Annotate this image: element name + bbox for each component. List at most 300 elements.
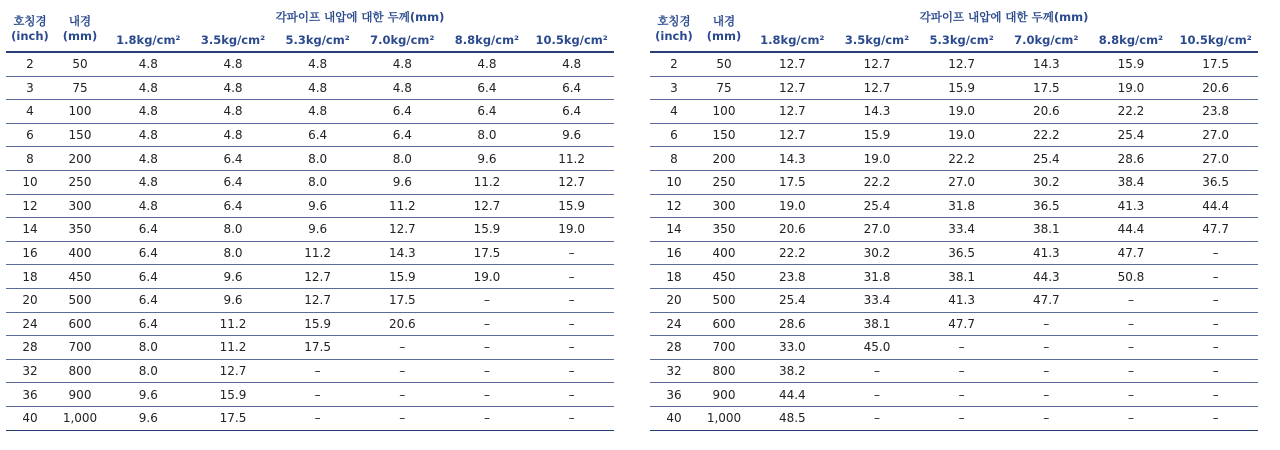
cell-thickness: 12.7	[750, 76, 835, 100]
cell-thickness: 17.5	[1004, 76, 1089, 100]
table-row	[6, 170, 614, 194]
cell-thickness: 4.8	[275, 100, 360, 124]
cell-thickness: 4.8	[191, 52, 276, 76]
cell-thickness: 23.8	[1173, 100, 1258, 124]
cell-thickness: 17.5	[750, 170, 835, 194]
cell-thickness: –	[360, 336, 445, 360]
cell-thickness: 4.8	[529, 52, 614, 76]
cell-nominal-size: 20	[650, 288, 698, 312]
cell-inner-diameter: 800	[54, 359, 106, 383]
cell-thickness: 8.0	[191, 218, 276, 242]
cell-thickness: 19.0	[750, 194, 835, 218]
cell-thickness: 36.5	[919, 241, 1004, 265]
cell-thickness: 44.4	[1089, 218, 1174, 242]
cell-thickness: –	[529, 312, 614, 336]
cell-thickness: 6.4	[529, 100, 614, 124]
cell-nominal-size: 16	[6, 241, 54, 265]
cell-thickness: –	[1173, 265, 1258, 289]
cell-inner-diameter: 100	[698, 100, 750, 124]
cell-inner-diameter: 700	[54, 336, 106, 360]
cell-inner-diameter: 500	[698, 288, 750, 312]
cell-nominal-size: 40	[650, 406, 698, 430]
cell-inner-diameter: 300	[698, 194, 750, 218]
cell-thickness: 15.9	[360, 265, 445, 289]
cell-thickness: 47.7	[1004, 288, 1089, 312]
cell-thickness: 38.2	[750, 359, 835, 383]
cell-thickness: 50.8	[1089, 265, 1174, 289]
cell-thickness: 12.7	[835, 76, 920, 100]
cell-thickness: –	[529, 288, 614, 312]
cell-nominal-size: 2	[650, 52, 698, 76]
cell-inner-diameter: 50	[698, 52, 750, 76]
cell-nominal-size: 28	[650, 336, 698, 360]
cell-thickness: 11.2	[360, 194, 445, 218]
cell-thickness: –	[1089, 288, 1174, 312]
cell-thickness: 12.7	[919, 52, 1004, 76]
cell-nominal-size: 32	[6, 359, 54, 383]
cell-thickness: –	[529, 406, 614, 430]
cell-thickness: 9.6	[529, 123, 614, 147]
cell-thickness: 25.4	[835, 194, 920, 218]
cell-thickness: 11.2	[191, 336, 276, 360]
cell-thickness: –	[445, 359, 530, 383]
cell-thickness: 15.9	[835, 123, 920, 147]
header-pressure: 10.5kg/cm²	[529, 29, 614, 52]
cell-inner-diameter: 700	[698, 336, 750, 360]
cell-thickness: –	[919, 406, 1004, 430]
cell-nominal-size: 24	[6, 312, 54, 336]
cell-thickness: –	[529, 265, 614, 289]
cell-thickness: 19.0	[529, 218, 614, 242]
cell-inner-diameter: 350	[698, 218, 750, 242]
cell-inner-diameter: 1,000	[54, 406, 106, 430]
header-pressure: 8.8kg/cm²	[1089, 29, 1174, 52]
cell-thickness: 12.7	[750, 100, 835, 124]
table-row	[650, 406, 1258, 430]
table-body	[6, 52, 614, 430]
cell-thickness: 4.8	[191, 123, 276, 147]
cell-thickness: 6.4	[191, 194, 276, 218]
cell-thickness: 6.4	[106, 312, 191, 336]
table-row	[6, 52, 614, 76]
cell-inner-diameter: 1,000	[698, 406, 750, 430]
cell-thickness: 17.5	[360, 288, 445, 312]
cell-thickness: –	[1004, 336, 1089, 360]
cell-thickness: 33.4	[835, 288, 920, 312]
cell-thickness: 31.8	[919, 194, 1004, 218]
cell-thickness: 22.2	[1089, 100, 1174, 124]
cell-thickness: –	[919, 336, 1004, 360]
cell-nominal-size: 32	[650, 359, 698, 383]
cell-thickness: 22.2	[835, 170, 920, 194]
cell-thickness: 8.0	[106, 336, 191, 360]
cell-thickness: 20.6	[1173, 76, 1258, 100]
cell-inner-diameter: 150	[54, 123, 106, 147]
cell-nominal-size: 24	[650, 312, 698, 336]
cell-thickness: –	[835, 383, 920, 407]
header-pressure: 7.0kg/cm²	[1004, 29, 1089, 52]
cell-thickness: 41.3	[919, 288, 1004, 312]
cell-thickness: –	[919, 383, 1004, 407]
table-row	[6, 123, 614, 147]
cell-nominal-size: 36	[650, 383, 698, 407]
cell-thickness: 14.3	[1004, 52, 1089, 76]
cell-thickness: 36.5	[1004, 194, 1089, 218]
table-row	[650, 383, 1258, 407]
cell-thickness: –	[275, 359, 360, 383]
cell-thickness: 22.2	[750, 241, 835, 265]
cell-thickness: –	[1173, 288, 1258, 312]
header-inner-diameter: 내경 (mm)	[54, 6, 106, 52]
header-nominal-size: 호칭경 (inch)	[6, 6, 54, 52]
cell-thickness: 22.2	[919, 147, 1004, 171]
table-row	[650, 52, 1258, 76]
cell-thickness: –	[529, 336, 614, 360]
cell-inner-diameter: 300	[54, 194, 106, 218]
table-row	[6, 76, 614, 100]
cell-thickness: 14.3	[360, 241, 445, 265]
cell-thickness: 9.6	[445, 147, 530, 171]
cell-inner-diameter: 75	[698, 76, 750, 100]
table-row	[6, 265, 614, 289]
cell-thickness: 6.4	[191, 170, 276, 194]
cell-thickness: 4.8	[191, 76, 276, 100]
cell-inner-diameter: 50	[54, 52, 106, 76]
cell-thickness: 9.6	[275, 194, 360, 218]
cell-nominal-size: 14	[650, 218, 698, 242]
cell-thickness: 17.5	[275, 336, 360, 360]
cell-thickness: 30.2	[1004, 170, 1089, 194]
cell-thickness: 19.0	[919, 100, 1004, 124]
cell-thickness: –	[445, 288, 530, 312]
cell-thickness: 19.0	[1089, 76, 1174, 100]
cell-thickness: 4.8	[106, 147, 191, 171]
cell-thickness: –	[360, 359, 445, 383]
cell-thickness: 38.4	[1089, 170, 1174, 194]
cell-thickness: 6.4	[106, 218, 191, 242]
table-row	[6, 218, 614, 242]
table-row	[650, 312, 1258, 336]
cell-thickness: 11.2	[529, 147, 614, 171]
header-pressure: 5.3kg/cm²	[919, 29, 1004, 52]
table-body	[650, 52, 1258, 430]
cell-nominal-size: 6	[6, 123, 54, 147]
cell-thickness: 19.0	[445, 265, 530, 289]
table-row	[650, 359, 1258, 383]
cell-nominal-size: 8	[650, 147, 698, 171]
cell-thickness: 15.9	[275, 312, 360, 336]
cell-thickness: 4.8	[106, 194, 191, 218]
cell-thickness: 27.0	[919, 170, 1004, 194]
cell-inner-diameter: 900	[54, 383, 106, 407]
cell-thickness: 4.8	[106, 100, 191, 124]
header-nominal-size: 호칭경 (inch)	[650, 6, 698, 52]
cell-thickness: 4.8	[106, 170, 191, 194]
cell-thickness: –	[1004, 383, 1089, 407]
cell-thickness: –	[1089, 383, 1174, 407]
cell-nominal-size: 8	[6, 147, 54, 171]
cell-thickness: –	[1173, 241, 1258, 265]
cell-inner-diameter: 500	[54, 288, 106, 312]
cell-inner-diameter: 600	[54, 312, 106, 336]
cell-thickness: 6.4	[106, 241, 191, 265]
table-row	[6, 336, 614, 360]
cell-thickness: –	[445, 406, 530, 430]
cell-thickness: 20.6	[1004, 100, 1089, 124]
cell-thickness: 6.4	[445, 76, 530, 100]
header-pressure: 3.5kg/cm²	[835, 29, 920, 52]
cell-nominal-size: 18	[650, 265, 698, 289]
cell-thickness: –	[360, 406, 445, 430]
cell-thickness: 12.7	[191, 359, 276, 383]
header-pressure: 7.0kg/cm²	[360, 29, 445, 52]
pipe-thickness-table-right	[650, 6, 1258, 431]
cell-thickness: 31.8	[835, 265, 920, 289]
cell-thickness: 48.5	[750, 406, 835, 430]
cell-thickness: –	[1089, 336, 1174, 360]
cell-nominal-size: 18	[6, 265, 54, 289]
cell-thickness: –	[529, 383, 614, 407]
cell-thickness: –	[275, 383, 360, 407]
cell-thickness: 12.7	[445, 194, 530, 218]
cell-thickness: 33.0	[750, 336, 835, 360]
cell-thickness: 44.3	[1004, 265, 1089, 289]
cell-thickness: 44.4	[1173, 194, 1258, 218]
cell-thickness: 6.4	[106, 288, 191, 312]
cell-thickness: 25.4	[1004, 147, 1089, 171]
cell-thickness: –	[835, 359, 920, 383]
table-row	[6, 312, 614, 336]
cell-thickness: –	[529, 359, 614, 383]
cell-thickness: 27.0	[1173, 123, 1258, 147]
cell-thickness: 30.2	[835, 241, 920, 265]
cell-thickness: 8.0	[445, 123, 530, 147]
cell-nominal-size: 14	[6, 218, 54, 242]
cell-thickness: 4.8	[106, 123, 191, 147]
cell-thickness: 12.7	[275, 288, 360, 312]
table-row	[6, 383, 614, 407]
cell-thickness: 4.8	[275, 52, 360, 76]
cell-inner-diameter: 250	[54, 170, 106, 194]
cell-thickness: 12.7	[529, 170, 614, 194]
cell-thickness: 22.2	[1004, 123, 1089, 147]
cell-thickness: 33.4	[919, 218, 1004, 242]
cell-inner-diameter: 400	[54, 241, 106, 265]
cell-thickness: 27.0	[835, 218, 920, 242]
header-pressure: 3.5kg/cm²	[191, 29, 276, 52]
cell-thickness: –	[529, 241, 614, 265]
cell-thickness: 6.4	[275, 123, 360, 147]
table-row	[650, 288, 1258, 312]
cell-thickness: 38.1	[1004, 218, 1089, 242]
cell-thickness: 17.5	[445, 241, 530, 265]
cell-thickness: 4.8	[275, 76, 360, 100]
cell-thickness: –	[1004, 406, 1089, 430]
cell-thickness: 15.9	[529, 194, 614, 218]
cell-nominal-size: 28	[6, 336, 54, 360]
cell-thickness: 6.4	[529, 76, 614, 100]
cell-thickness: 8.0	[275, 170, 360, 194]
cell-inner-diameter: 800	[698, 359, 750, 383]
cell-thickness: 28.6	[750, 312, 835, 336]
cell-thickness: 11.2	[445, 170, 530, 194]
table-row	[650, 170, 1258, 194]
cell-thickness: 4.8	[445, 52, 530, 76]
cell-thickness: –	[1089, 312, 1174, 336]
cell-thickness: –	[1089, 406, 1174, 430]
cell-thickness: –	[1173, 336, 1258, 360]
cell-thickness: –	[445, 312, 530, 336]
cell-thickness: –	[1004, 359, 1089, 383]
cell-nominal-size: 4	[650, 100, 698, 124]
cell-thickness: –	[1173, 383, 1258, 407]
cell-thickness: –	[1173, 359, 1258, 383]
cell-inner-diameter: 200	[54, 147, 106, 171]
cell-thickness: 12.7	[360, 218, 445, 242]
cell-thickness: 47.7	[1089, 241, 1174, 265]
cell-inner-diameter: 150	[698, 123, 750, 147]
cell-thickness: 38.1	[919, 265, 1004, 289]
cell-inner-diameter: 250	[698, 170, 750, 194]
cell-thickness: 15.9	[191, 383, 276, 407]
cell-thickness: 4.8	[191, 100, 276, 124]
table-row	[6, 194, 614, 218]
cell-nominal-size: 10	[650, 170, 698, 194]
cell-nominal-size: 3	[650, 76, 698, 100]
cell-thickness: 47.7	[1173, 218, 1258, 242]
cell-thickness: –	[919, 359, 1004, 383]
cell-thickness: 9.6	[106, 406, 191, 430]
cell-thickness: –	[445, 336, 530, 360]
cell-thickness: 9.6	[106, 383, 191, 407]
cell-thickness: 36.5	[1173, 170, 1258, 194]
header-pressure: 1.8kg/cm²	[750, 29, 835, 52]
table-row	[650, 336, 1258, 360]
table-row	[6, 406, 614, 430]
cell-thickness: 9.6	[360, 170, 445, 194]
table-row	[650, 147, 1258, 171]
cell-thickness: 8.0	[360, 147, 445, 171]
cell-thickness: 17.5	[1173, 52, 1258, 76]
cell-thickness: 12.7	[750, 123, 835, 147]
cell-thickness: 9.6	[191, 265, 276, 289]
table-row	[6, 147, 614, 171]
table-row	[6, 288, 614, 312]
header-pressure: 5.3kg/cm²	[275, 29, 360, 52]
cell-thickness: 17.5	[191, 406, 276, 430]
table-row	[6, 241, 614, 265]
header-thickness-group: 각파이프 내압에 대한 두께(mm)	[275, 10, 445, 24]
cell-thickness: 47.7	[919, 312, 1004, 336]
table-row	[650, 241, 1258, 265]
cell-inner-diameter: 450	[54, 265, 106, 289]
cell-thickness: 14.3	[750, 147, 835, 171]
header-pressure: 10.5kg/cm²	[1173, 29, 1258, 52]
cell-thickness: 9.6	[191, 288, 276, 312]
cell-thickness: 19.0	[835, 147, 920, 171]
header-pressure: 8.8kg/cm²	[445, 29, 530, 52]
table-row	[650, 265, 1258, 289]
table-row	[6, 100, 614, 124]
cell-thickness: 4.8	[360, 52, 445, 76]
cell-thickness: 28.6	[1089, 147, 1174, 171]
cell-thickness: 8.0	[191, 241, 276, 265]
table-row	[650, 123, 1258, 147]
cell-thickness: 15.9	[919, 76, 1004, 100]
cell-thickness: 6.4	[445, 100, 530, 124]
cell-thickness: 4.8	[106, 76, 191, 100]
cell-thickness: 6.4	[106, 265, 191, 289]
cell-thickness: 25.4	[1089, 123, 1174, 147]
cell-thickness: 23.8	[750, 265, 835, 289]
cell-nominal-size: 12	[6, 194, 54, 218]
cell-nominal-size: 6	[650, 123, 698, 147]
cell-thickness: 20.6	[360, 312, 445, 336]
cell-thickness: 9.6	[275, 218, 360, 242]
cell-thickness: 27.0	[1173, 147, 1258, 171]
cell-thickness: 20.6	[750, 218, 835, 242]
cell-thickness: 45.0	[835, 336, 920, 360]
cell-thickness: 6.4	[191, 147, 276, 171]
cell-inner-diameter: 450	[698, 265, 750, 289]
table-row	[650, 76, 1258, 100]
cell-nominal-size: 20	[6, 288, 54, 312]
cell-inner-diameter: 100	[54, 100, 106, 124]
header-pressure: 1.8kg/cm²	[106, 29, 191, 52]
table-row	[650, 218, 1258, 242]
cell-thickness: 44.4	[750, 383, 835, 407]
cell-inner-diameter: 75	[54, 76, 106, 100]
cell-thickness: 41.3	[1089, 194, 1174, 218]
cell-thickness: 6.4	[360, 100, 445, 124]
cell-thickness: –	[360, 383, 445, 407]
cell-thickness: 8.0	[106, 359, 191, 383]
cell-thickness: 12.7	[275, 265, 360, 289]
cell-nominal-size: 10	[6, 170, 54, 194]
table-row	[650, 100, 1258, 124]
cell-thickness: 25.4	[750, 288, 835, 312]
cell-nominal-size: 16	[650, 241, 698, 265]
cell-nominal-size: 12	[650, 194, 698, 218]
cell-thickness: –	[1173, 312, 1258, 336]
header-inner-diameter: 내경 (mm)	[698, 6, 750, 52]
cell-thickness: 12.7	[750, 52, 835, 76]
cell-inner-diameter: 400	[698, 241, 750, 265]
cell-thickness: 38.1	[835, 312, 920, 336]
cell-thickness: 14.3	[835, 100, 920, 124]
cell-thickness: 15.9	[1089, 52, 1174, 76]
cell-nominal-size: 2	[6, 52, 54, 76]
pipe-thickness-table-left	[6, 6, 614, 431]
table-row	[6, 359, 614, 383]
cell-nominal-size: 36	[6, 383, 54, 407]
cell-nominal-size: 3	[6, 76, 54, 100]
cell-thickness: –	[445, 383, 530, 407]
cell-thickness: 4.8	[360, 76, 445, 100]
cell-inner-diameter: 200	[698, 147, 750, 171]
cell-thickness: 19.0	[919, 123, 1004, 147]
cell-thickness: –	[1089, 359, 1174, 383]
cell-nominal-size: 40	[6, 406, 54, 430]
cell-thickness: –	[1173, 406, 1258, 430]
cell-thickness: 11.2	[191, 312, 276, 336]
cell-thickness: –	[275, 406, 360, 430]
cell-nominal-size: 4	[6, 100, 54, 124]
cell-thickness: 12.7	[835, 52, 920, 76]
cell-thickness: –	[1004, 312, 1089, 336]
cell-thickness: 15.9	[445, 218, 530, 242]
cell-thickness: 11.2	[275, 241, 360, 265]
